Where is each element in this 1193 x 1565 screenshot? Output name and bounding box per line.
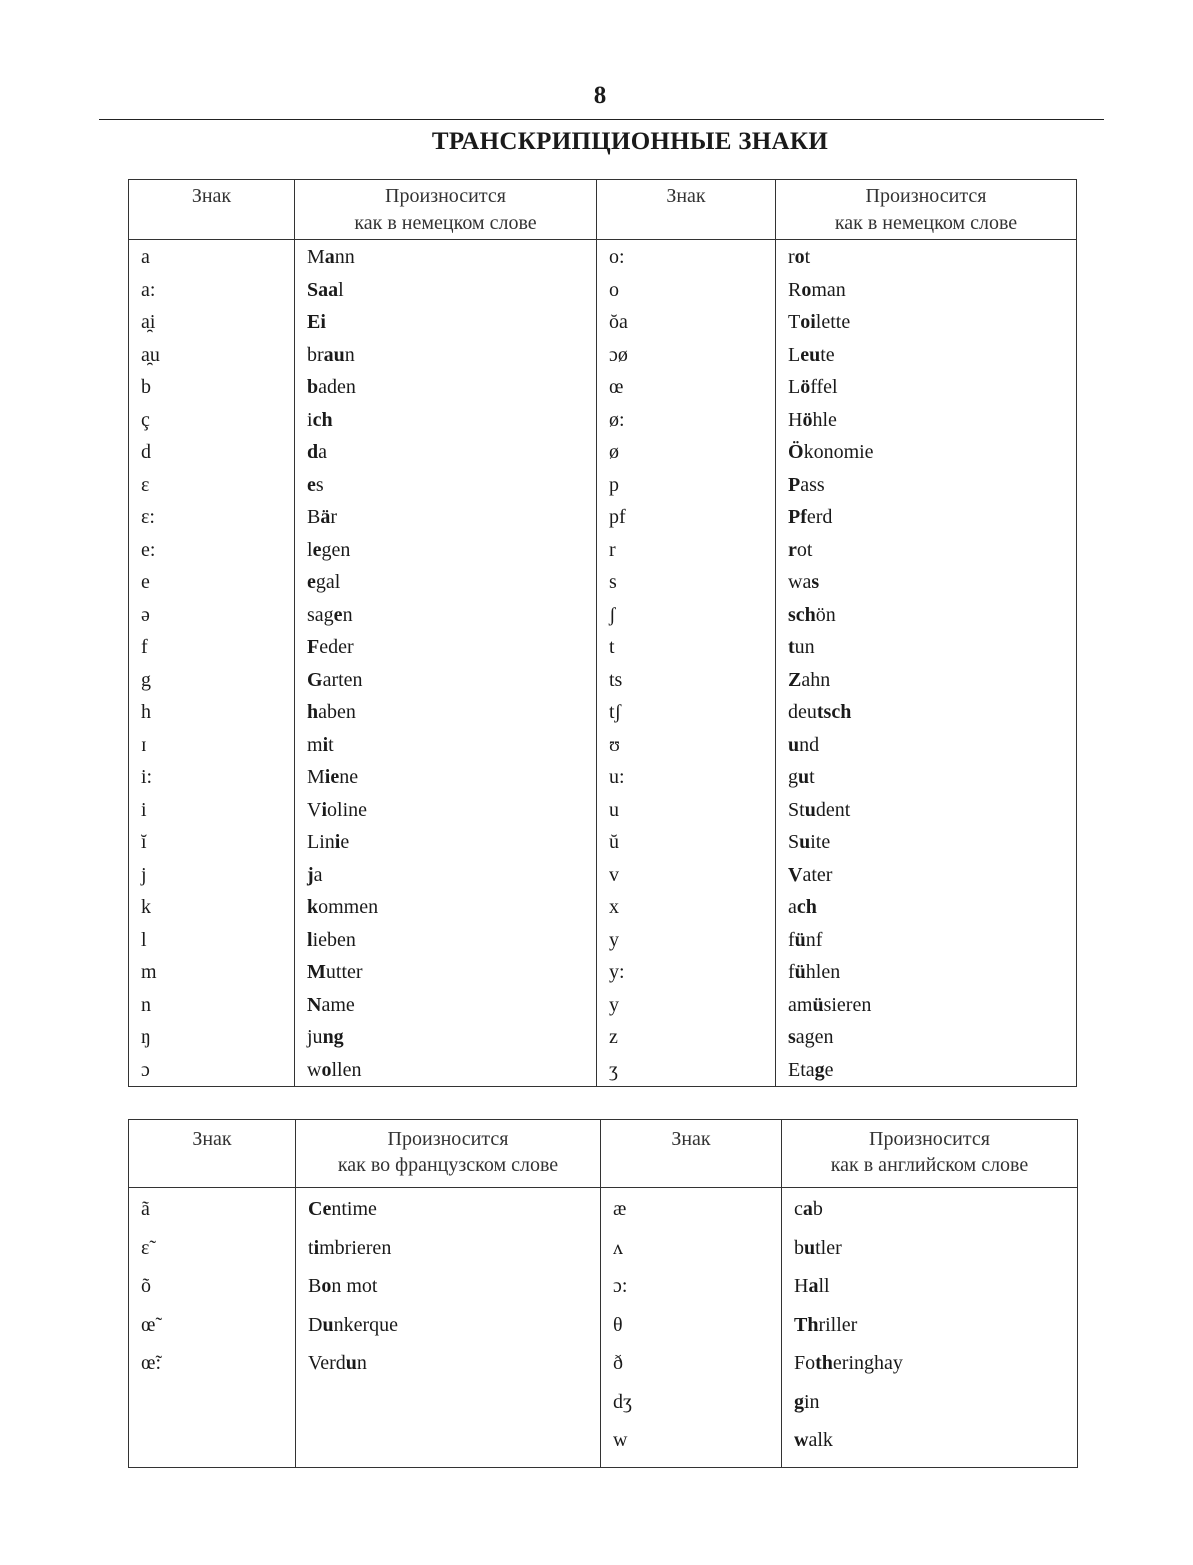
- table-row: [129, 274, 1077, 307]
- symbol-cell: œ̃:: [129, 1344, 296, 1383]
- example-word-cell: [296, 1383, 601, 1422]
- symbol-cell: t: [597, 631, 776, 664]
- symbol-cell: ʃ: [597, 599, 776, 632]
- example-word-cell: Thriller: [782, 1306, 1078, 1345]
- example-word-cell: Etage: [776, 1054, 1077, 1087]
- example-word-cell: haben: [295, 696, 597, 729]
- example-word-cell: gin: [782, 1383, 1078, 1422]
- example-word-cell: deutsch: [776, 696, 1077, 729]
- example-word-cell: Garten: [295, 664, 597, 697]
- table-row: [129, 794, 1077, 827]
- german-table-body: [129, 240, 1077, 1087]
- table-row: [129, 599, 1077, 632]
- french-english-table-header: [129, 1120, 1078, 1188]
- page-number: 8: [593, 82, 607, 109]
- symbol-cell: x: [597, 891, 776, 924]
- example-word-cell: Fotheringhay: [782, 1344, 1078, 1383]
- table-row: [129, 989, 1077, 1022]
- table-row: [129, 664, 1077, 697]
- column-header-line: как в немецком слове: [834, 212, 1018, 234]
- symbol-cell: ŋ: [129, 1021, 295, 1054]
- column-header-line: как во французском слове: [337, 1154, 559, 1176]
- example-word-cell: lieben: [295, 924, 597, 957]
- symbol-cell: y:: [597, 956, 776, 989]
- symbol-cell: a̯u: [129, 339, 295, 372]
- symbol-cell: ø: [597, 436, 776, 469]
- symbol-cell: m: [129, 956, 295, 989]
- symbol-cell: o:: [597, 240, 776, 274]
- symbol-cell: ɛ:: [129, 501, 295, 534]
- french-english-transcription-table: [128, 1119, 1078, 1468]
- table-row: [129, 501, 1077, 534]
- example-word-cell: was: [776, 566, 1077, 599]
- column-header: [597, 180, 776, 240]
- column-header-line: Знак: [666, 185, 706, 207]
- column-header: [129, 180, 295, 240]
- example-word-cell: Mann: [295, 240, 597, 274]
- example-word-cell: jung: [295, 1021, 597, 1054]
- table-row: [129, 1306, 1078, 1345]
- example-word-cell: mit: [295, 729, 597, 762]
- example-word-cell: Pass: [776, 469, 1077, 502]
- example-word-cell: Mutter: [295, 956, 597, 989]
- symbol-cell: [129, 1421, 296, 1468]
- symbol-cell: [129, 1383, 296, 1422]
- table-row: [129, 436, 1077, 469]
- example-word-cell: Linie: [295, 826, 597, 859]
- symbol-cell: ã: [129, 1188, 296, 1229]
- symbol-cell: r: [597, 534, 776, 567]
- example-word-cell: Bon mot: [296, 1267, 601, 1306]
- column-header-line: Произносится: [869, 1128, 990, 1150]
- column-header-line: Знак: [191, 185, 232, 207]
- table-row: [129, 631, 1077, 664]
- example-word-cell: rot: [776, 240, 1077, 274]
- symbol-cell: p: [597, 469, 776, 502]
- example-word-cell: Verdun: [296, 1344, 601, 1383]
- symbol-cell: ɔø: [597, 339, 776, 372]
- example-word-cell: Bär: [295, 501, 597, 534]
- column-header-line: Произносится: [865, 185, 987, 207]
- french-english-table-body: [129, 1188, 1078, 1468]
- example-word-cell: schön: [776, 599, 1077, 632]
- example-word-cell: und: [776, 729, 1077, 762]
- example-word-cell: Vater: [776, 859, 1077, 892]
- example-word-cell: cab: [782, 1188, 1078, 1229]
- table-row: [129, 729, 1077, 762]
- example-word-cell: Höhle: [776, 404, 1077, 437]
- symbol-cell: ɛ̃: [129, 1229, 296, 1268]
- symbol-cell: l: [129, 924, 295, 957]
- symbol-cell: ʌ: [601, 1229, 782, 1268]
- example-word-cell: Miene: [295, 761, 597, 794]
- symbol-cell: tʃ: [597, 696, 776, 729]
- symbol-cell: ɛ: [129, 469, 295, 502]
- symbol-cell: f: [129, 631, 295, 664]
- example-word-cell: Löffel: [776, 371, 1077, 404]
- example-word-cell: tun: [776, 631, 1077, 664]
- table-row: [129, 404, 1077, 437]
- symbol-cell: ø:: [597, 404, 776, 437]
- table-row: [129, 1383, 1078, 1422]
- table-row: [129, 566, 1077, 599]
- symbol-cell: w: [601, 1421, 782, 1468]
- symbol-cell: ʊ: [597, 729, 776, 762]
- symbol-cell: a:: [129, 274, 295, 307]
- symbol-cell: j: [129, 859, 295, 892]
- symbol-cell: s: [597, 566, 776, 599]
- symbol-cell: ʒ: [597, 1054, 776, 1087]
- example-word-cell: da: [295, 436, 597, 469]
- symbol-cell: ɔ:: [601, 1267, 782, 1306]
- example-word-cell: fünf: [776, 924, 1077, 957]
- example-word-cell: Centime: [296, 1188, 601, 1229]
- table-row: [129, 826, 1077, 859]
- table-row: [129, 859, 1077, 892]
- symbol-cell: ç: [129, 404, 295, 437]
- page-title: ТРАНСКРИПЦИОННЫЕ ЗНАКИ: [431, 128, 829, 155]
- symbol-cell: e: [129, 566, 295, 599]
- symbol-cell: ĭ: [129, 826, 295, 859]
- table-row: [129, 306, 1077, 339]
- example-word-cell: kommen: [295, 891, 597, 924]
- table-row: [129, 1021, 1077, 1054]
- header-rule: [99, 119, 1104, 120]
- example-word-cell: Toilette: [776, 306, 1077, 339]
- table-row: [129, 1054, 1077, 1087]
- symbol-cell: u:: [597, 761, 776, 794]
- column-header: [295, 180, 597, 240]
- symbol-cell: k: [129, 891, 295, 924]
- column-header-line: Знак: [671, 1128, 711, 1150]
- example-word-cell: ach: [776, 891, 1077, 924]
- example-word-cell: egal: [295, 566, 597, 599]
- example-word-cell: Saal: [295, 274, 597, 307]
- example-word-cell: Ökonomie: [776, 436, 1077, 469]
- example-word-cell: Dunkerque: [296, 1306, 601, 1345]
- column-header: [129, 1120, 296, 1188]
- example-word-cell: [296, 1421, 601, 1468]
- symbol-cell: æ: [601, 1188, 782, 1229]
- example-word-cell: fühlen: [776, 956, 1077, 989]
- symbol-cell: ð: [601, 1344, 782, 1383]
- example-word-cell: Ei: [295, 306, 597, 339]
- example-word-cell: Student: [776, 794, 1077, 827]
- symbol-cell: i:: [129, 761, 295, 794]
- example-word-cell: timbrieren: [296, 1229, 601, 1268]
- table-row: [129, 469, 1077, 502]
- table-row: [129, 1344, 1078, 1383]
- example-word-cell: Roman: [776, 274, 1077, 307]
- german-transcription-table: [128, 179, 1077, 1087]
- column-header-line: Знак: [192, 1128, 232, 1150]
- example-word-cell: walk: [782, 1421, 1078, 1468]
- symbol-cell: n: [129, 989, 295, 1022]
- symbol-cell: ɔ: [129, 1054, 295, 1087]
- table-row: [129, 1188, 1078, 1229]
- symbol-cell: θ: [601, 1306, 782, 1345]
- example-word-cell: Violine: [295, 794, 597, 827]
- symbol-cell: i: [129, 794, 295, 827]
- table-row: [129, 371, 1077, 404]
- example-word-cell: es: [295, 469, 597, 502]
- table-row: [129, 696, 1077, 729]
- example-word-cell: gut: [776, 761, 1077, 794]
- example-word-cell: Leute: [776, 339, 1077, 372]
- example-word-cell: Hall: [782, 1267, 1078, 1306]
- symbol-cell: e:: [129, 534, 295, 567]
- table-row: [129, 339, 1077, 372]
- symbol-cell: b: [129, 371, 295, 404]
- table-row: [129, 1421, 1078, 1468]
- symbol-cell: o: [597, 274, 776, 307]
- symbol-cell: ts: [597, 664, 776, 697]
- example-word-cell: Name: [295, 989, 597, 1022]
- symbol-cell: y: [597, 989, 776, 1022]
- symbol-cell: ə: [129, 599, 295, 632]
- example-word-cell: baden: [295, 371, 597, 404]
- example-word-cell: Pferd: [776, 501, 1077, 534]
- symbol-cell: u: [597, 794, 776, 827]
- example-word-cell: Feder: [295, 631, 597, 664]
- example-word-cell: Suite: [776, 826, 1077, 859]
- example-word-cell: ich: [295, 404, 597, 437]
- symbol-cell: h: [129, 696, 295, 729]
- column-header-line: Произносится: [385, 185, 506, 207]
- example-word-cell: legen: [295, 534, 597, 567]
- symbol-cell: d: [129, 436, 295, 469]
- symbol-cell: œ̃: [129, 1306, 296, 1345]
- table-row: [129, 240, 1077, 274]
- example-word-cell: wollen: [295, 1054, 597, 1087]
- table-row: [129, 1267, 1078, 1306]
- table-row: [129, 924, 1077, 957]
- example-word-cell: ja: [295, 859, 597, 892]
- table-row: [129, 956, 1077, 989]
- symbol-cell: z: [597, 1021, 776, 1054]
- symbol-cell: pf: [597, 501, 776, 534]
- column-header: [601, 1120, 782, 1188]
- symbol-cell: ŏa: [597, 306, 776, 339]
- symbol-cell: œ: [597, 371, 776, 404]
- symbol-cell: õ: [129, 1267, 296, 1306]
- symbol-cell: ŭ: [597, 826, 776, 859]
- table-row: [129, 534, 1077, 567]
- symbol-cell: y: [597, 924, 776, 957]
- german-table-header: [129, 180, 1077, 240]
- column-header: [782, 1120, 1078, 1188]
- symbol-cell: dʒ: [601, 1383, 782, 1422]
- example-word-cell: Zahn: [776, 664, 1077, 697]
- example-word-cell: braun: [295, 339, 597, 372]
- column-header-line: Произносится: [387, 1128, 509, 1150]
- example-word-cell: rot: [776, 534, 1077, 567]
- symbol-cell: ɪ: [129, 729, 295, 762]
- table-row: [129, 1229, 1078, 1268]
- symbol-cell: a̯i: [129, 306, 295, 339]
- symbol-cell: g: [129, 664, 295, 697]
- column-header: [296, 1120, 601, 1188]
- table-row: [129, 761, 1077, 794]
- example-word-cell: amüsieren: [776, 989, 1077, 1022]
- symbol-cell: v: [597, 859, 776, 892]
- column-header: [776, 180, 1077, 240]
- symbol-cell: a: [129, 240, 295, 274]
- column-header-line: как в английском слове: [830, 1154, 1029, 1176]
- column-header-line: как в немецком слове: [354, 212, 537, 234]
- example-word-cell: sagen: [295, 599, 597, 632]
- example-word-cell: butler: [782, 1229, 1078, 1268]
- table-row: [129, 891, 1077, 924]
- example-word-cell: sagen: [776, 1021, 1077, 1054]
